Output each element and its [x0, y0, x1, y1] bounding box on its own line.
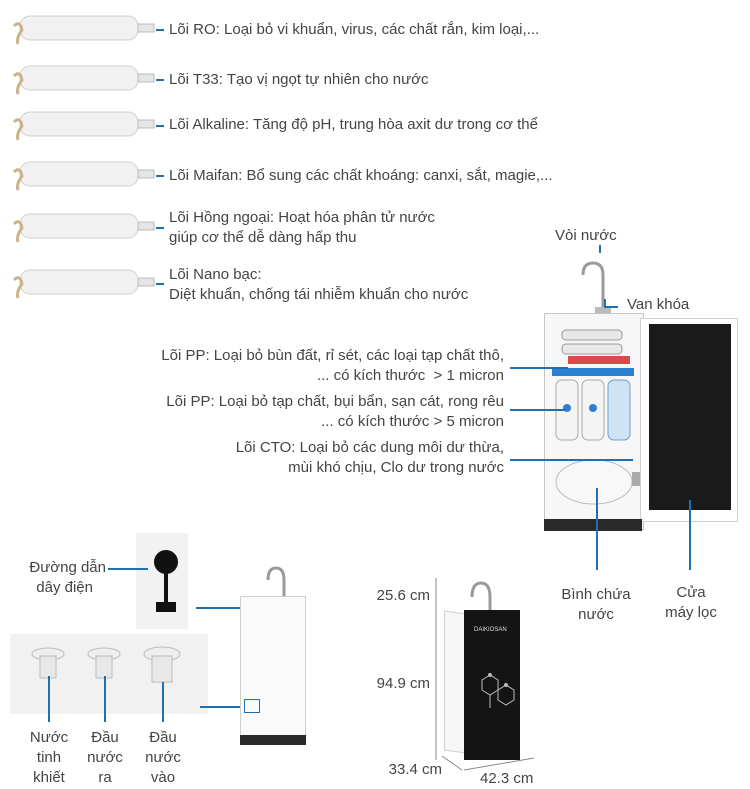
- brand-label: DAIKIOSAN: [474, 627, 507, 633]
- faucet-label: Vòi nước: [555, 227, 617, 244]
- molecule-pattern-icon: [472, 660, 518, 720]
- body-height-label: 94.9 cm: [376, 675, 430, 692]
- infrared-filter-icon: [12, 210, 162, 244]
- pure-water-label-3: khiết: [33, 769, 65, 786]
- cto-label-1: Lõi CTO: Loại bỏ các dung môi dư thừa,: [235, 439, 504, 456]
- maifan-filter-label: Lõi Maifan: Bổ sung các chất khoáng: canxi, sắt, magie,...: [169, 167, 553, 184]
- water-in-label-2: nước: [145, 749, 181, 766]
- pure-water-label-2: tinh: [36, 749, 62, 766]
- side-faucet-icon: [262, 560, 292, 600]
- ports-icon: [28, 640, 198, 710]
- pure-water-label-1: Nước: [29, 729, 69, 746]
- depth-label: 33.4 cm: [388, 761, 442, 778]
- alkaline-filter-label: Lõi Alkaline: Tăng độ pH, trung hòa axit dư trong cơ thể: [169, 116, 538, 133]
- pp2-label-1: Lõi PP: Loại bỏ tạp chất, bụi bẩn, sạn cát, rong rêu: [166, 393, 504, 410]
- dim-faucet-icon: [466, 575, 496, 615]
- side-cabinet: [240, 596, 306, 736]
- tank-label-1: Bình chứa: [561, 586, 631, 603]
- water-in-label-3: vào: [150, 769, 176, 786]
- cabinet-base: [544, 519, 642, 531]
- nano-silver-filter-label-2: Diệt khuẩn, chống tái nhiễm khuẩn cho nước: [169, 286, 469, 303]
- alkaline-filter-icon: [12, 108, 162, 142]
- water-out-label-1: Đầu: [91, 729, 119, 746]
- faucet-height-label: 25.6 cm: [376, 587, 430, 604]
- pp2-label-2: ... có kích thước > 5 micron: [321, 413, 504, 430]
- side-cabinet-base: [240, 735, 306, 745]
- water-in-label-1: Đầu: [149, 729, 177, 746]
- power-label-1: Đường dẫn: [29, 559, 106, 576]
- cto-label-2: mùi khó chịu, Clo dư trong nước: [288, 459, 504, 476]
- power-plug-icon: [150, 548, 180, 618]
- door-label-2: máy lọc: [665, 604, 717, 621]
- ro-filter-label: Lõi RO: Loại bỏ vi khuẩn, virus, các chất rắn, kim loại,...: [169, 21, 540, 38]
- ro-filter-icon: [12, 12, 162, 46]
- maifan-filter-icon: [12, 158, 162, 192]
- pp1-label-2: ... có kích thước > 1 micron: [316, 367, 504, 384]
- dim-cabinet-side: [444, 610, 466, 753]
- t33-filter-icon: [12, 62, 162, 96]
- power-label-2: dây điện: [36, 579, 93, 596]
- door-label-1: Cửa: [676, 584, 706, 601]
- pp1-label-1: Lõi PP: Loại bỏ bùn đất, rỉ sét, các loại tạp chất thô,: [161, 347, 504, 364]
- nano-silver-filter-icon: [12, 266, 162, 300]
- nano-silver-filter-label-1: Lõi Nano bạc:: [169, 266, 262, 283]
- internal-filters-icon: [548, 322, 640, 512]
- infrared-filter-label-1: Lõi Hồng ngoại: Hoạt hóa phân tử nước: [169, 209, 435, 226]
- door-panel: [649, 324, 731, 510]
- tank-label-2: nước: [578, 606, 614, 623]
- infrared-filter-label-2: giúp cơ thể dễ dàng hấp thu: [169, 229, 357, 246]
- water-out-label-3: ra: [98, 769, 112, 786]
- valve-label: Van khóa: [627, 296, 690, 313]
- water-out-label-2: nước: [87, 749, 123, 766]
- t33-filter-label: Lõi T33: Tạo vị ngọt tự nhiên cho nước: [169, 71, 429, 88]
- ports-highlight: [244, 699, 260, 713]
- width-label: 42.3 cm: [480, 770, 534, 787]
